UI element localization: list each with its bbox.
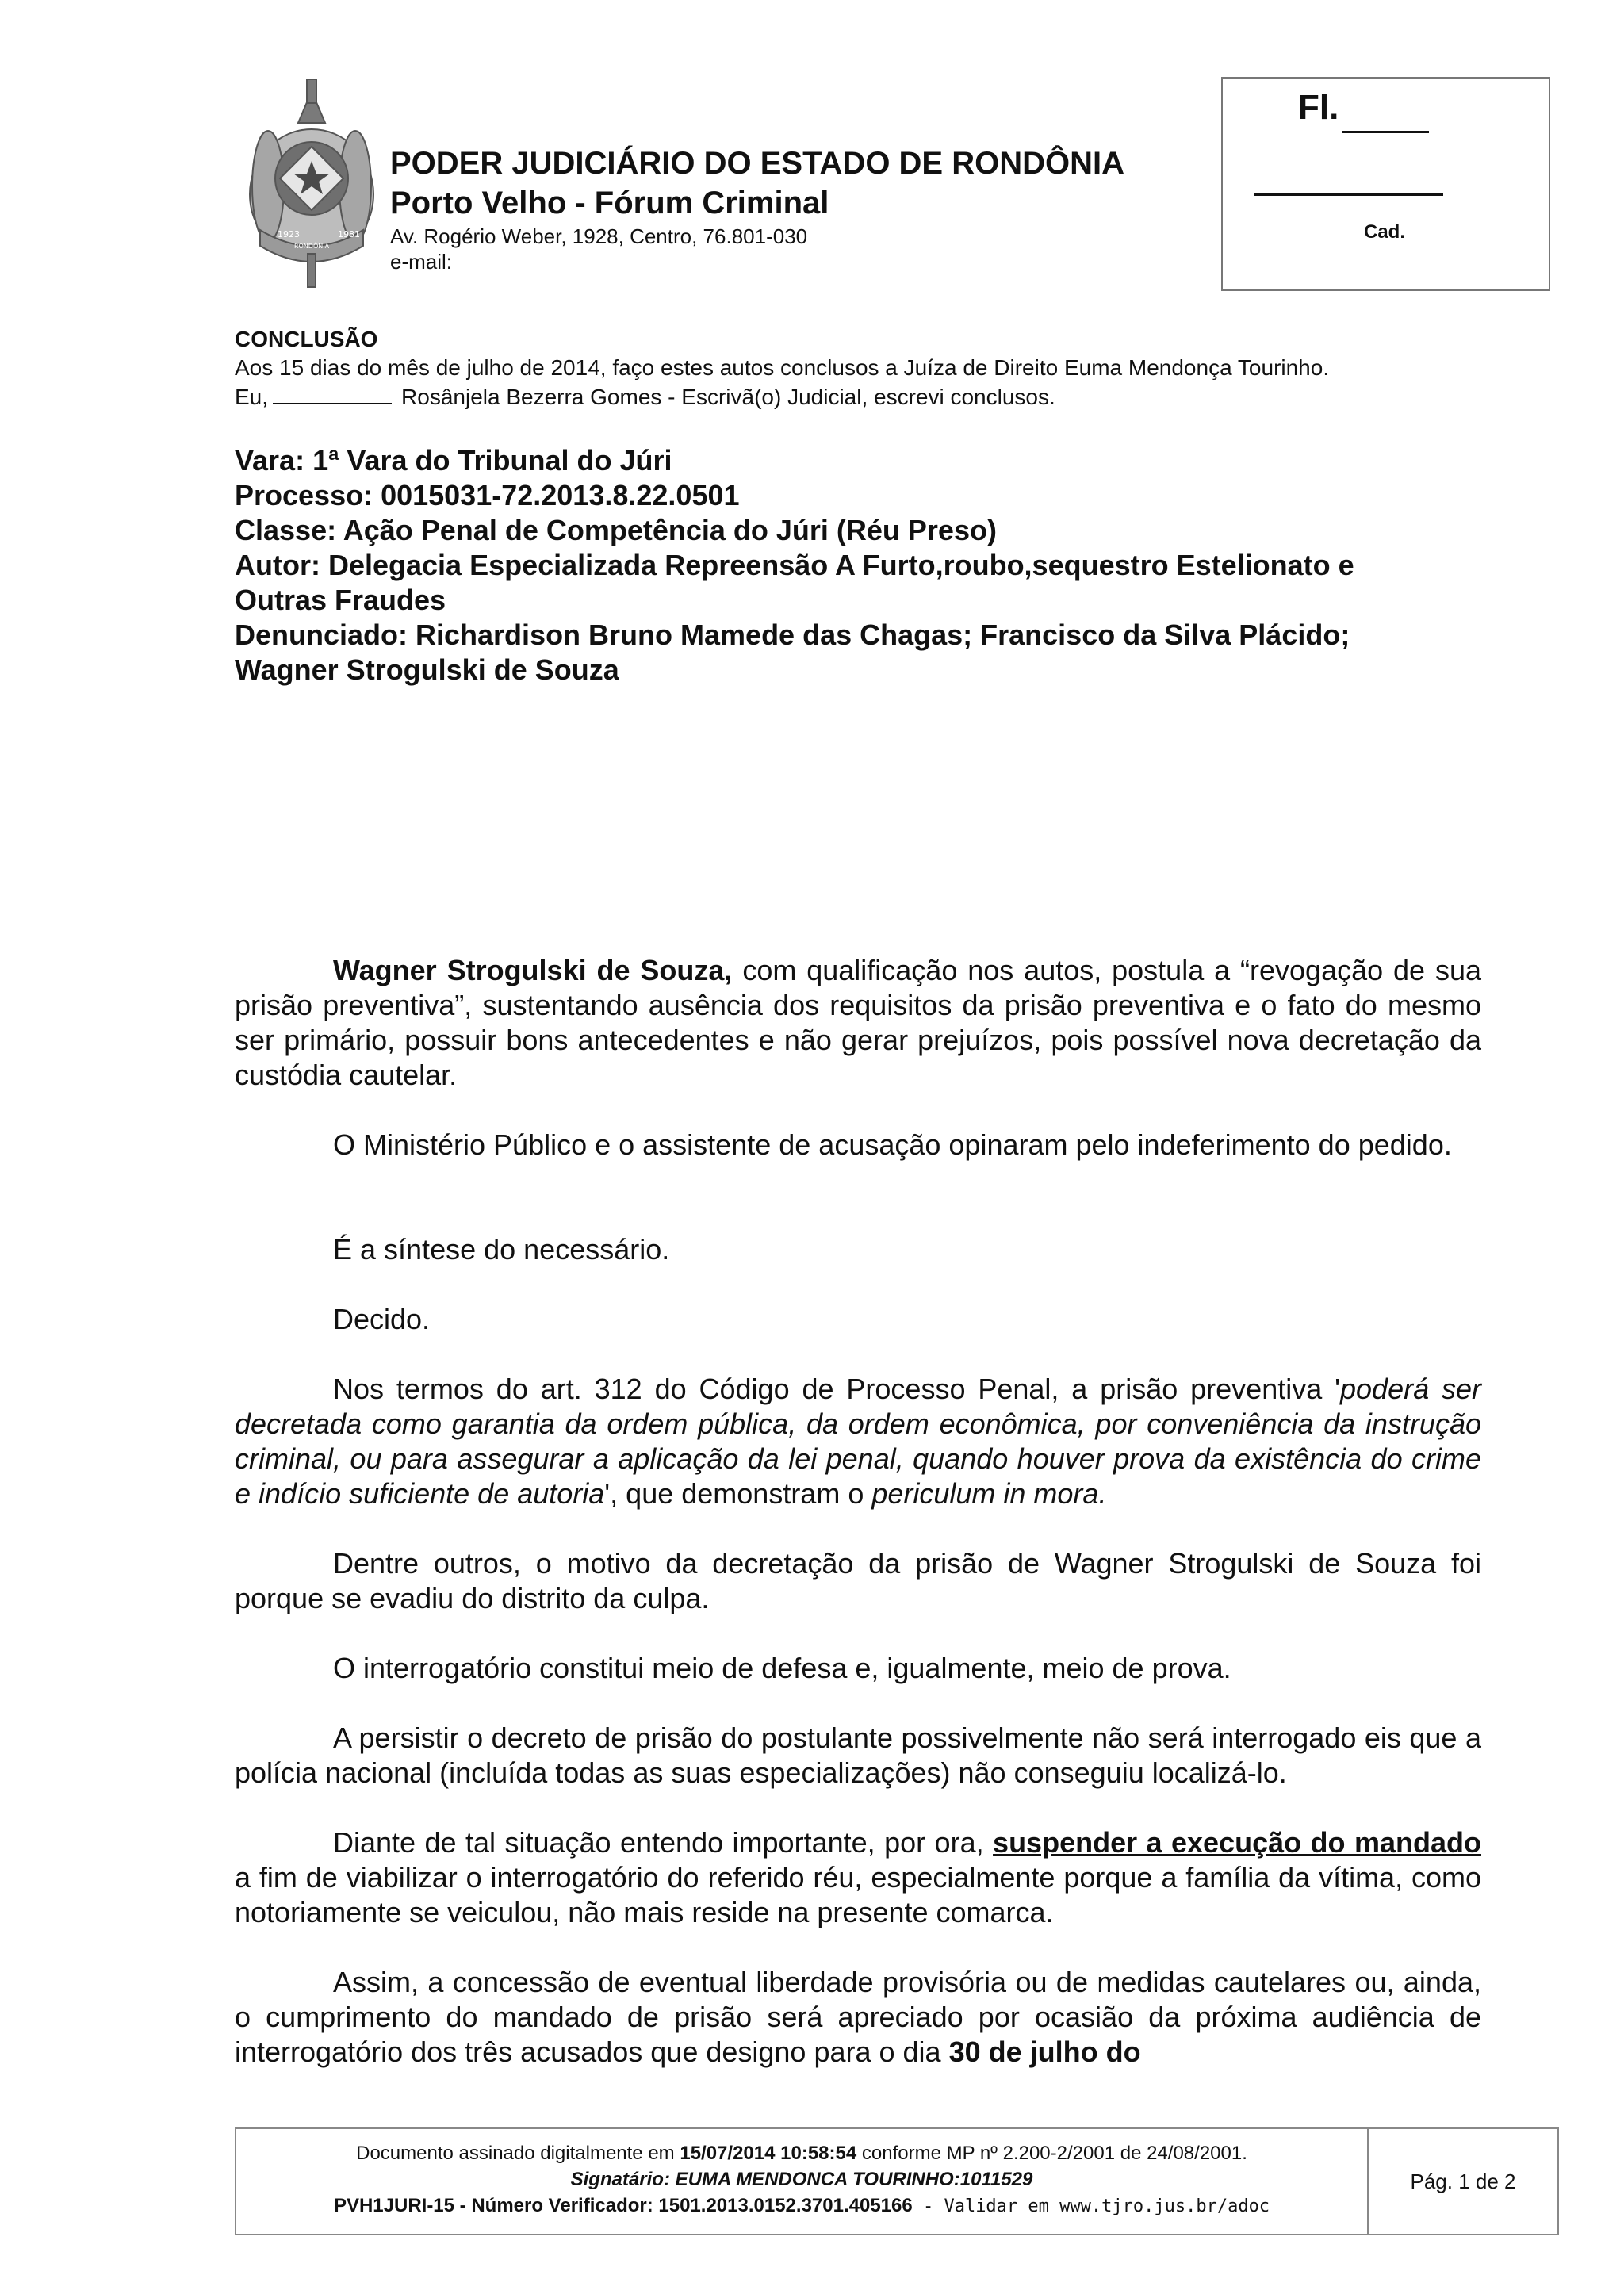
seal-ribbon: RONDÔNIA xyxy=(293,243,330,250)
hearing-date: 30 de julho do xyxy=(948,2035,1141,2068)
conclusao-line-1: Aos 15 dias do mês de julho de 2014, faço estes autos conclusos a Juíza de Direito Euma Mendonça Tourinho. xyxy=(235,355,1330,380)
page-number-box xyxy=(1221,77,1550,291)
cad-label: Cad. xyxy=(1364,221,1406,243)
paragraph-7 xyxy=(235,1651,1481,1686)
paragraph-6-text: Dentre outros, o motivo da decretação da prisão de Wagner Strogulski de Souza foi porque se evadiu do distrito da culpa. xyxy=(235,1547,1481,1614)
defendant-name: Wagner Strogulski de Souza, xyxy=(333,954,733,986)
signature-info xyxy=(236,2129,1369,2234)
footer-line-1: Documento assinado digitalmente em 15/07/2014 10:58:54 conforme MP nº 2.200-2/2001 de 24/08/2001. xyxy=(356,2143,1247,2164)
case-denunciado-line-1: Denunciado: Richardison Bruno Mamede das Chagas; Francisco da Silva Plácido; xyxy=(235,618,1350,651)
conclusao-line-2-suffix: Rosânjela Bezerra Gomes - Escrivã(o) Judicial, escrevi conclusos. xyxy=(401,385,1055,409)
paragraph-6 xyxy=(235,1546,1481,1616)
paragraph-8 xyxy=(235,1721,1481,1790)
paragraph-9-text-a: Diante de tal situação entendo importante, por ora, xyxy=(333,1826,994,1859)
paragraph-3 xyxy=(235,1232,1481,1267)
footer-verifier: PVH1JURI-15 - Número Verificador: 1501.2013.0152.3701.405166 - Validar em www.tjro.jus.br/adoc xyxy=(333,2195,1270,2216)
paragraph-10-text: Assim, a concessão de eventual liberdade provisória ou de medidas cautelares ou, ainda, o cumprimento do mandado de prisão será apreciado por ocasião da próxima audiência de interrogatório dos três acusados que designo para o dia xyxy=(235,1966,1481,2068)
paragraph-5-latin: periculum in mora. xyxy=(871,1477,1107,1510)
page-indicator: Pág. 1 de 2 xyxy=(1410,2169,1516,2193)
paragraph-1 xyxy=(235,953,1481,1093)
conclusao-title: CONCLUSÃO xyxy=(235,327,378,351)
signature-blank xyxy=(273,401,392,404)
paragraph-4-text: Decido. xyxy=(333,1303,431,1335)
paragraph-7-text: O interrogatório constitui meio de defesa e, igualmente, meio de prova. xyxy=(333,1652,1231,1684)
fl-blank-line xyxy=(1342,131,1429,133)
paragraph-8-text: A persistir o decreto de prisão do postulante possivelmente não será interrogado eis que a polícia nacional (incluída todas as suas especializações) não conseguiu localizá-lo. xyxy=(235,1721,1481,1789)
signature-footer xyxy=(235,2127,1559,2235)
seal-year-right: 1981 xyxy=(338,229,360,239)
cad-blank-line xyxy=(1254,193,1443,196)
paragraph-2-text: O Ministério Público e o assistente de acusação opinaram pelo indeferimento do pedido. xyxy=(333,1128,1452,1161)
paragraph-5-text-b: ', que demonstram o xyxy=(604,1477,872,1510)
conclusao-line-2-prefix: Eu, xyxy=(235,385,269,409)
paragraph-3-text: É a síntese do necessário. xyxy=(333,1233,670,1266)
fl-label: Fl. xyxy=(1298,88,1339,127)
court-subtitle: Porto Velho - Fórum Criminal xyxy=(390,186,829,220)
paragraph-10 xyxy=(235,1965,1481,2070)
case-vara: Vara: 1ª Vara do Tribunal do Júri xyxy=(235,444,672,477)
paragraph-5-text-a: Nos termos do art. 312 do Código de Processo Penal, a prisão preventiva ' xyxy=(333,1373,1340,1405)
paragraph-9-emphasis: suspender a execução do mandado xyxy=(993,1826,1481,1859)
paragraph-9-text-b: a fim de viabilizar o interrogatório do referido réu, especialmente porque a família da vítima, como notoriamente se veiculou, não mais reside na presente comarca. xyxy=(235,1861,1481,1928)
case-denunciado-line-2: Wagner Strogulski de Souza xyxy=(235,653,619,686)
court-title: PODER JUDICIÁRIO DO ESTADO DE RONDÔNIA xyxy=(390,146,1124,181)
paragraph-4 xyxy=(235,1302,1481,1337)
paragraph-9 xyxy=(235,1825,1481,1930)
conclusao-line-2 xyxy=(235,385,1055,410)
case-classe: Classe: Ação Penal de Competência do Júri (Réu Preso) xyxy=(235,514,997,546)
court-address: Av. Rogério Weber, 1928, Centro, 76.801-030 xyxy=(390,224,808,248)
case-autor-line-1: Autor: Delegacia Especializada Repreensão A Furto,roubo,sequestro Estelionato e xyxy=(235,549,1354,581)
case-processo: Processo: 0015031-72.2013.8.22.0501 xyxy=(235,479,740,511)
signature-datetime: 15/07/2014 10:58:54 xyxy=(680,2143,857,2164)
paragraph-1-text: com qualificação nos autos, postula a “revogação de sua prisão preventiva”, sustentando ausência dos requisitos da prisão preventiva e o fato do mesmo ser primário, possuir bons antecedentes e não gerar prejuízos, pois possível nova decretação da custódia cautelar. xyxy=(235,954,1481,1091)
paragraph-5 xyxy=(235,1372,1481,1511)
validation-link[interactable]: - Validar em www.tjro.jus.br/adoc xyxy=(912,2196,1270,2216)
paragraph-5-quote: poderá ser decretada como garantia da ordem pública, da ordem econômica, por conveniência da instrução criminal, ou para assegurar a aplicação da lei penal, quando houver prova da existência do crime e indício suficiente de autoria xyxy=(235,1373,1481,1510)
case-autor-line-2: Outras Fraudes xyxy=(235,584,446,616)
footer-signatory: Signatário: EUMA MENDONCA TOURINHO:1011529 xyxy=(570,2169,1033,2190)
coat-of-arms-seal xyxy=(236,75,387,289)
paragraph-2 xyxy=(235,1128,1481,1162)
seal-year-left: 1923 xyxy=(278,229,300,239)
court-email-label: e-mail: xyxy=(390,250,453,274)
